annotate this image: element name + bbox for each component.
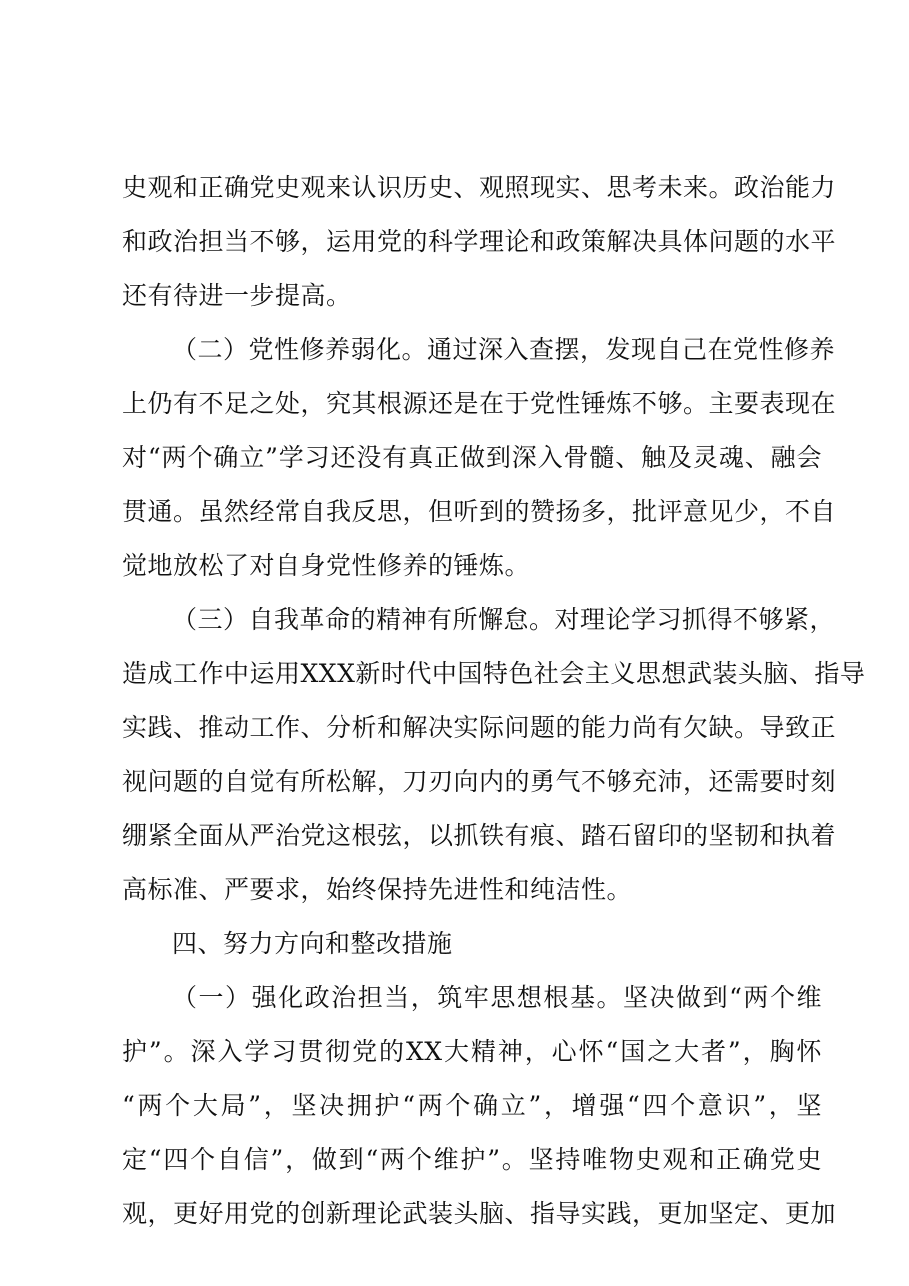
paragraph-start-line: （三）自我革命的精神有所懈怠。对理论学习抓得不够紧， bbox=[172, 605, 836, 634]
text-line: 护”。深入学习贯彻党的XX大精神，心怀“国之大者”，胸怀 bbox=[122, 1037, 822, 1066]
text-line: 观，更好用党的创新理论武装头脑、指导实践，更加坚定、更加 bbox=[122, 1199, 837, 1228]
text-line: “两个大局”，坚决拥护“两个确立”，增强“四个意识”，坚 bbox=[122, 1091, 822, 1120]
text-line: 上仍有不足之处，究其根源还是在于党性锤炼不够。主要表现在 bbox=[122, 389, 837, 418]
text-line: 高标准、严要求，始终保持先进性和纯洁性。 bbox=[122, 875, 633, 904]
text-line: 视问题的自觉有所松解，刀刃向内的勇气不够充沛，还需要时刻 bbox=[122, 767, 837, 796]
paragraph-start-line: （一）强化政治担当，筑牢思想根基。坚决做到“两个维 bbox=[172, 983, 822, 1012]
section-heading: 四、努力方向和整改措施 bbox=[172, 929, 453, 958]
text-line: 还有待进一步提高。 bbox=[122, 281, 352, 310]
text-line: 绷紧全面从严治党这根弦，以抓铁有痕、踏石留印的坚韧和执着 bbox=[122, 821, 837, 850]
text-line: 觉地放松了对自身党性修养的锤炼。 bbox=[122, 551, 531, 580]
paragraph-start-line: （二）党性修养弱化。通过深入查摆，发现自己在党性修养 bbox=[172, 335, 836, 364]
text-line: 贯通。虽然经常自我反思，但听到的赞扬多，批评意见少，不自 bbox=[122, 497, 837, 526]
text-line: 对“两个确立”学习还没有真正做到深入骨髓、触及灵魂、融会 bbox=[122, 443, 822, 472]
document-body bbox=[122, 161, 866, 1241]
text-line: 和政治担当不够，运用党的科学理论和政策解决具体问题的水平 bbox=[122, 227, 837, 256]
text-line: 造成工作中运用XXX新时代中国特色社会主义思想武装头脑、指导 bbox=[122, 659, 866, 688]
text-line: 史观和正确党史观来认识历史、观照现实、思考未来。政治能力 bbox=[122, 173, 837, 202]
text-line: 定“四个自信”，做到“两个维护”。坚持唯物史观和正确党史 bbox=[122, 1145, 822, 1174]
text-line: 实践、推动工作、分析和解决实际问题的能力尚有欠缺。导致正 bbox=[122, 713, 837, 742]
